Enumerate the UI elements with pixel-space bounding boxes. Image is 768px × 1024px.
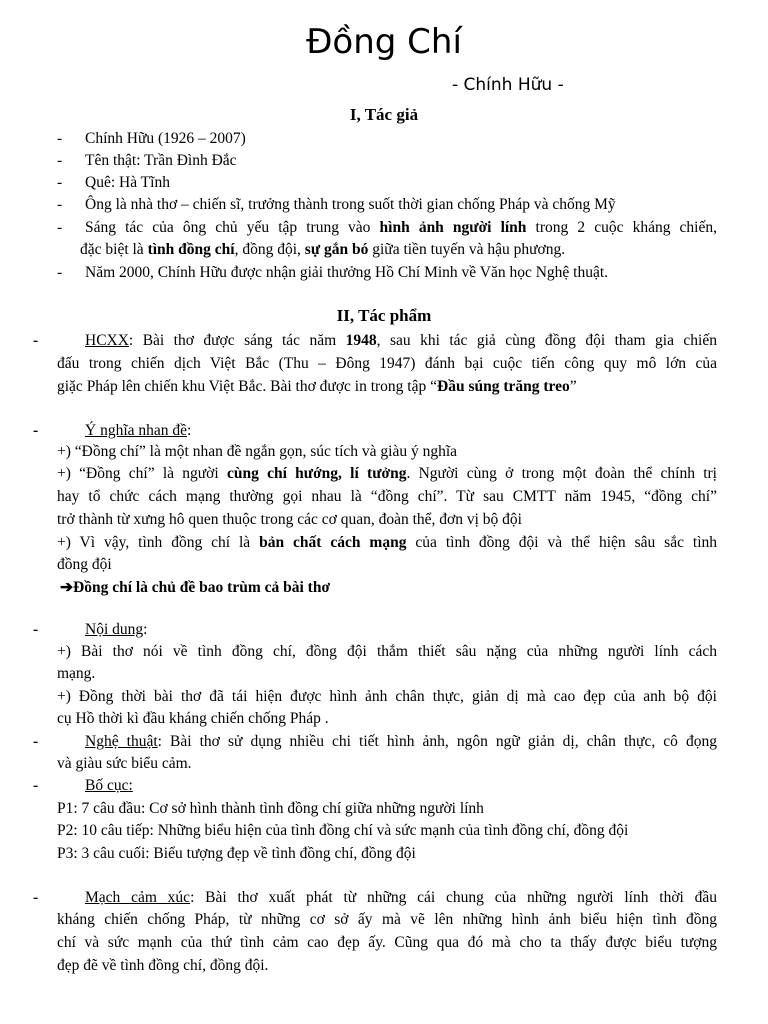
author-item-1: Chính Hữu (1926 – 2007) (85, 130, 246, 147)
title-meaning-conclusion: ➔Đồng chí là chủ đề bao trùm cả bài thơ (60, 579, 331, 596)
arrow-right-icon: ➔ (60, 579, 73, 596)
art-line-1: Nghệ thuật: Bài thơ sử dụng nhiều chi tiết hình ảnh, ngôn ngữ giản dị, chân thực, cô đọng (85, 733, 717, 750)
content-line-2: mạng. (57, 665, 96, 682)
title-meaning-line-1: +) “Đồng chí” là một nhan đề ngắn gọn, súc tích và giàu ý nghĩa (57, 443, 458, 460)
list-dash: - (57, 152, 63, 169)
structure-label: Bố cục: (85, 777, 133, 794)
structure-part-2: P2: 10 câu tiếp: Những biểu hiện của tình đồng chí và sức mạnh của tình đồng chí, đồng đội (57, 822, 629, 839)
emotion-line-1: Mạch cảm xúc: Bài thơ xuất phát từ những cái chung của những người lính thời đầu (85, 889, 717, 906)
hcxx-line-1: HCXX: Bài thơ được sáng tác năm 1948, sau khi tác giả cùng đồng đội tham gia chiến (85, 332, 717, 349)
author-item-5-line-2: đặc biệt là tình đồng chí, đồng đội, sự gắn bó giữa tiền tuyến và hậu phương. (80, 241, 566, 258)
author-item-3: Quê: Hà Tĩnh (85, 174, 170, 191)
content-line-4: cụ Hồ thời kì đầu kháng chiến chống Pháp . (57, 710, 329, 727)
title-meaning-line-5: +) Vì vậy, tình đồng chí là bản chất cách mạng của tình đồng đội và thể hiện sâu sắc tình (57, 534, 717, 551)
list-bullet: - (33, 889, 39, 906)
document-title: Đồng Chí (306, 22, 462, 62)
list-bullet: - (33, 422, 39, 439)
structure-part-3: P3: 3 câu cuối: Biểu tượng đẹp về tình đồng chí, đồng đội (57, 845, 416, 862)
art-line-2: và giàu sức biểu cảm. (57, 755, 192, 772)
author-item-6: Năm 2000, Chính Hữu được nhận giải thưởng Hồ Chí Minh về Văn học Nghệ thuật. (85, 264, 609, 281)
structure-part-1: P1: 7 câu đầu: Cơ sở hình thành tình đồng chí giữa những người lính (57, 800, 484, 817)
emotion-line-2: kháng chiến chống Pháp, từ những cơ sở ấy mà vẽ lên những hình ảnh biểu hiện tình đồng (57, 911, 717, 928)
author-line: - Chính Hữu - (452, 75, 564, 95)
author-item-2: Tên thật: Trần Đình Đắc (85, 152, 237, 169)
content-line-3: +) Đồng thời bài thơ đã tái hiện được hình ảnh chân thực, giản dị mà cao đẹp của anh bộ đội (57, 688, 717, 705)
section-heading-work: II, Tác phẩm (336, 306, 432, 325)
list-dash: - (57, 130, 63, 147)
author-item-4: Ông là nhà thơ – chiến sĩ, trưởng thành trong suốt thời gian chống Pháp và chống Mỹ (85, 196, 616, 213)
title-meaning-line-2: +) “Đồng chí” là người cùng chí hướng, lí tưởng. Người cùng ở trong một đoàn thể chính trị (57, 465, 717, 482)
hcxx-line-3: giặc Pháp lên chiến khu Việt Bắc. Bài thơ được in trong tập “Đầu súng trăng treo” (57, 378, 577, 395)
list-bullet: - (33, 733, 39, 750)
section-heading-author: I, Tác giả (349, 105, 419, 124)
title-meaning-label: Ý nghĩa nhan đề: (85, 422, 192, 439)
list-bullet: - (33, 777, 39, 794)
list-dash: - (57, 264, 63, 281)
list-bullet: - (33, 332, 39, 349)
list-bullet: - (33, 621, 39, 638)
title-meaning-line-4: trở thành từ xưng hô quen thuộc trong các cơ quan, đoàn thể, đơn vị bộ đội (57, 511, 522, 528)
author-item-5-line-1: Sáng tác của ông chủ yếu tập trung vào hình ảnh người lính trong 2 cuộc kháng chiến, (85, 219, 717, 236)
content-line-1: +) Bài thơ nói về tình đồng chí, đồng đội thắm thiết sâu nặng của những người lính cách (57, 643, 717, 660)
list-dash: - (57, 196, 63, 213)
title-meaning-line-6: đồng đội (57, 556, 112, 573)
emotion-line-3: chí và sức mạnh của thứ tình cảm cao đẹp ấy. Cũng qua đó mà cho ta thấy được biểu tượng (57, 934, 717, 951)
list-dash: - (57, 174, 63, 191)
list-dash: - (57, 219, 63, 236)
content-label: Nội dung: (85, 621, 148, 638)
emotion-line-4: đẹp đẽ về tình đồng chí, đồng đội. (57, 957, 269, 974)
title-meaning-line-3: hay tổ chức cách mạng thường gọi nhau là “đồng chí”. Từ sau CMTT năm 1945, “đồng chí” (57, 488, 717, 505)
hcxx-line-2: đấu trong chiến dịch Việt Bắc (Thu – Đông 1947) đánh bại cuộc tiến công quy mô lớn của (57, 355, 717, 372)
